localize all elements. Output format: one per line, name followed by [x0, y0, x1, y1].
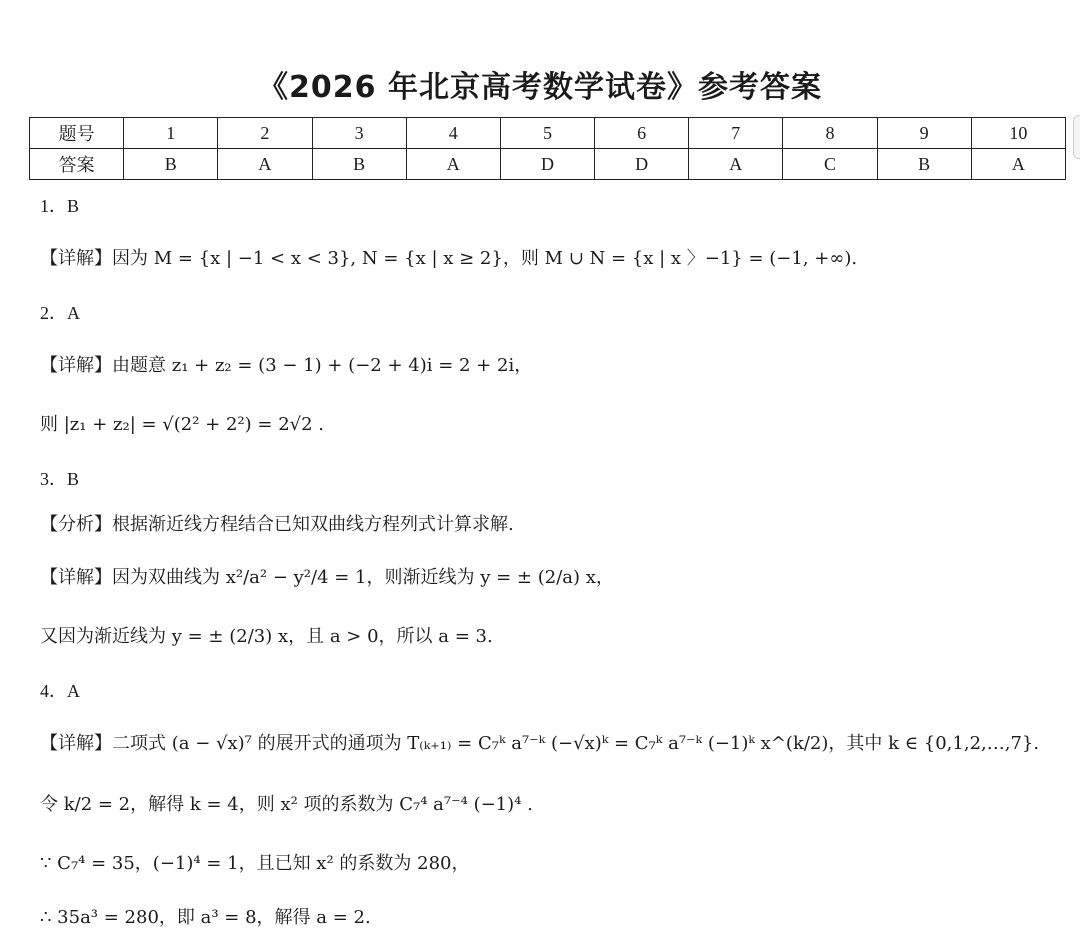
answer-cell: A — [689, 149, 783, 180]
answer-cell: A — [406, 149, 500, 180]
answer-table — [29, 117, 1066, 180]
question-number-cell: 1 — [124, 118, 218, 149]
question-number-cell: 10 — [971, 118, 1065, 149]
question-number-cell: 6 — [595, 118, 689, 149]
q2-detail: 【详解】由题意 z₁ + z₂ = (3 − 1) + (−2 + 4)i = 2 + 2i， — [40, 355, 533, 376]
answer-cell: A — [218, 149, 312, 180]
answer-cell: B — [312, 149, 406, 180]
answer-cell: C — [783, 149, 877, 180]
question-number-cell: 8 — [783, 118, 877, 149]
row-label-question-number: 题号 — [30, 118, 124, 149]
row-label-answer: 答案 — [30, 149, 124, 180]
q4-heading: 4．A — [40, 681, 80, 701]
answer-cell: B — [877, 149, 971, 180]
document-title: 《2026 年北京高考数学试卷》参考答案 — [258, 70, 822, 105]
question-number-cell: 5 — [500, 118, 594, 149]
table-row-numbers — [30, 118, 1066, 149]
answer-cell: D — [595, 149, 689, 180]
question-number-cell: 4 — [406, 118, 500, 149]
q2-heading: 2．A — [40, 303, 80, 323]
q1-heading: 1．B — [40, 196, 80, 216]
q4-detail-3: ∵ C₇⁴ = 35，(−1)⁴ = 1，且已知 x² 的系数为 280， — [40, 853, 470, 874]
q4-detail-2: 令 k/2 = 2，解得 k = 4，则 x² 项的系数为 C₇⁴ a⁷⁻⁴ (−1)⁴ . — [40, 794, 533, 815]
question-number-cell: 9 — [877, 118, 971, 149]
q3-heading: 3．B — [40, 469, 80, 489]
table-row-answers — [30, 149, 1066, 180]
answer-cell: D — [500, 149, 594, 180]
question-number-cell: 7 — [689, 118, 783, 149]
q3-detail-2: 又因为渐近线为 y = ± (2/3) x，且 a > 0，所以 a = 3. — [40, 626, 493, 647]
q2-detail-2: 则 |z₁ + z₂| = √(2² + 2²) = 2√2 . — [40, 414, 325, 435]
answer-cell: B — [124, 149, 218, 180]
q3-detail: 【详解】因为双曲线为 x²/a² − y²/4 = 1，则渐近线为 y = ± (2/a) x， — [40, 567, 614, 588]
question-number-cell: 3 — [312, 118, 406, 149]
q3-analysis: 【分析】根据渐近线方程结合已知双曲线方程列式计算求解. — [40, 514, 514, 535]
q4-detail-4: ∴ 35a³ = 280，即 a³ = 8，解得 a = 2. — [40, 907, 371, 928]
q1-detail: 【详解】因为 M = {x | −1 < x < 3}, N = {x | x ≥ 2}，则 M ∪ N = {x | x 〉−1} = (−1, +∞). — [40, 248, 858, 269]
q4-detail: 【详解】二项式 (a − √x)⁷ 的展开式的通项为 T₍ₖ₊₁₎ = C₇ᵏ a⁷⁻ᵏ (−√x)ᵏ = C₇ᵏ a⁷⁻ᵏ (−1)ᵏ x^(k/2)，其中 k ∈ {0,1,2,…,7}. — [40, 733, 1040, 754]
answer-cell: A — [971, 149, 1065, 180]
question-number-cell: 2 — [218, 118, 312, 149]
side-scroll-tab[interactable] — [1073, 115, 1080, 159]
